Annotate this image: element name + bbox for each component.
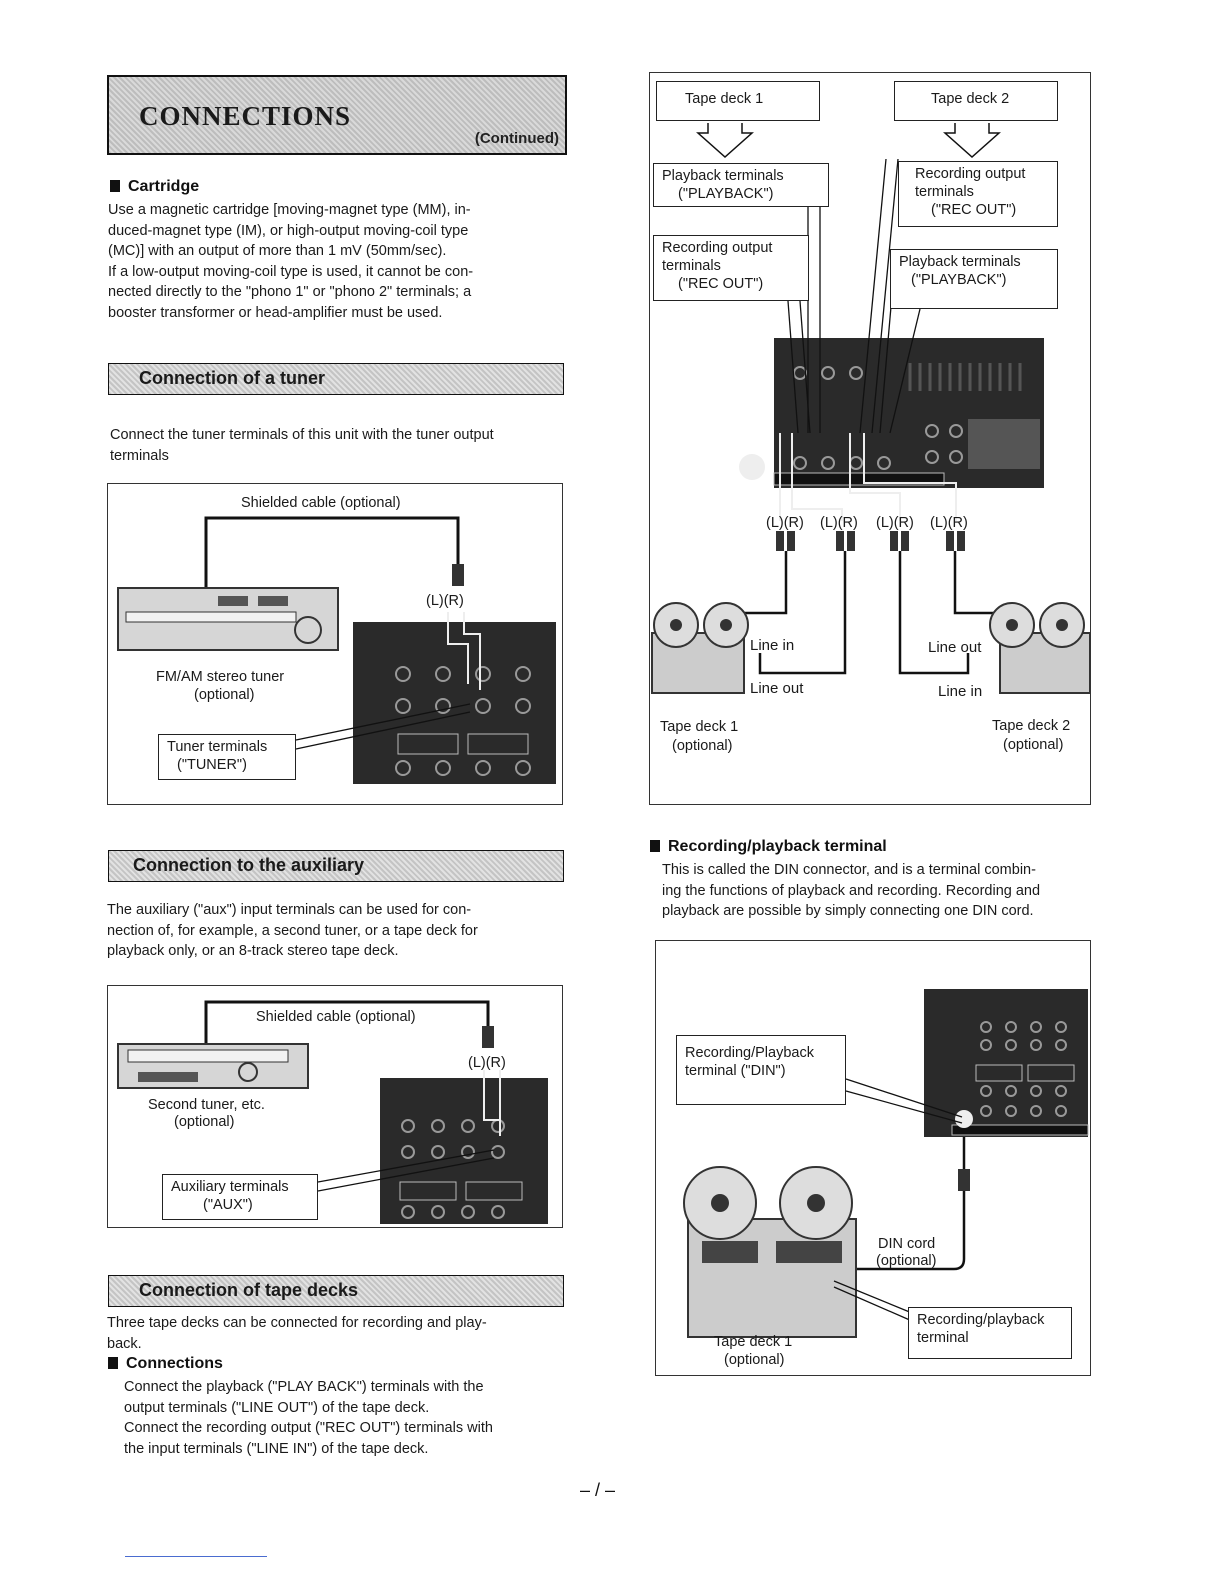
- rec-out-1-label: Recording output terminals ("REC OUT"): [653, 235, 809, 301]
- tape-connections-text: Connect the playback ("PLAY BACK") terminals with the output terminals ("LINE OUT") of the tape deck. Connect the recording output ("REC OUT") terminals with the input terminals ("LINE IN") of the tape deck.: [124, 1379, 493, 1457]
- aux-terminals-label: Auxiliary terminals ("AUX"): [162, 1174, 318, 1220]
- line-out-2-label: Line out: [928, 639, 982, 656]
- tape-connections-heading: Connections: [108, 1355, 223, 1373]
- tape-section-title: Connection of tape decks: [139, 1280, 359, 1300]
- din-heading: Recording/playback terminal: [650, 838, 887, 856]
- tape-section-text: Three tape decks can be connected for recording and play- back.: [107, 1315, 487, 1352]
- aux-section-text: The auxiliary ("aux") input terminals can be used for con- nection of, for example, a second tuner, or a tape deck for playback only, or an 8-track stereo tape deck.: [107, 902, 478, 959]
- tape-deck-1-caption: Tape deck 1: [660, 719, 739, 735]
- page-title: CONNECTIONS: [139, 101, 352, 131]
- lr-label-2: (L)(R): [820, 515, 858, 531]
- tape-deck-1-box: Tape deck 1: [656, 81, 820, 121]
- aux-section-title: Connection to the auxiliary: [133, 855, 365, 875]
- cartridge-heading: Cartridge: [110, 178, 199, 196]
- tuner-cable-label: Shielded cable (optional): [241, 495, 401, 511]
- tape-deck-2-note: (optional): [1003, 737, 1064, 753]
- aux-device-note: (optional): [174, 1114, 235, 1130]
- page-number: – / –: [580, 1480, 616, 1500]
- page-banner: [107, 75, 567, 155]
- lr-label-4: (L)(R): [930, 515, 968, 531]
- aux-device-label: Second tuner, etc.: [148, 1097, 265, 1113]
- playback-terminals-2-label: Playback terminals ("PLAYBACK"): [890, 249, 1058, 309]
- line-out-1-label: Line out: [750, 680, 804, 697]
- aux-lr-label: (L)(R): [468, 1055, 506, 1071]
- tuner-lr-label: (L)(R): [426, 593, 464, 609]
- page-subtitle: (Continued): [474, 130, 559, 147]
- din-deck-note: (optional): [724, 1352, 785, 1368]
- tuner-terminals-label: Tuner terminals ("TUNER"): [158, 734, 296, 780]
- tape-deck-1-note: (optional): [672, 738, 733, 754]
- din-deck-caption: Tape deck 1: [714, 1334, 793, 1350]
- tape-decks-figure: [649, 72, 1091, 805]
- aux-figure: [107, 985, 563, 1228]
- tuner-section-text: Connect the tuner terminals of this unit with the tuner output terminals: [110, 427, 494, 464]
- tape-section-bar: [108, 1275, 564, 1307]
- line-in-2-label: Line in: [938, 683, 983, 700]
- cartridge-text: Use a magnetic cartridge [moving-magnet type (MM), in- duced-magnet type (IM), or high-output moving-coil type (MC)] with an output of more than 1 mV (50mm/sec). If a low-output moving-coil type is used, it cannot be con- nected directly to the "phono 1" or "phono 2" terminals; a booster transformer or head-amplifier must be used.: [108, 202, 474, 321]
- tape-deck-2-caption: Tape deck 2: [992, 718, 1071, 734]
- line-in-1-label: Line in: [750, 637, 795, 654]
- din-cord-note: (optional): [876, 1253, 937, 1269]
- aux-cable-label: Shielded cable (optional): [256, 1009, 416, 1025]
- lr-label-1: (L)(R): [766, 515, 804, 531]
- din-cord-label: DIN cord: [878, 1236, 936, 1252]
- rec-out-2-label: Recording output terminals ("REC OUT"): [898, 161, 1058, 227]
- playback-terminals-1-label: Playback terminals ("PLAYBACK"): [653, 163, 829, 207]
- tuner-figure: [107, 483, 563, 805]
- tuner-section-title: Connection of a tuner: [139, 368, 325, 388]
- tuner-device-note: (optional): [194, 687, 255, 703]
- lr-label-3: (L)(R): [876, 515, 914, 531]
- tuner-device-label: FM/AM stereo tuner: [156, 669, 285, 685]
- aux-section-bar: [108, 850, 564, 882]
- tape-deck-2-box: Tape deck 2: [894, 81, 1058, 121]
- footer-rule: [125, 1556, 267, 1557]
- rp-terminal-label: Recording/playback terminal: [908, 1307, 1072, 1359]
- din-figure: [655, 940, 1091, 1376]
- din-terminal-label: Recording/Playback terminal ("DIN"): [676, 1035, 846, 1105]
- din-text: This is called the DIN connector, and is a terminal combin- ing the functions of playback and recording. Recording and playback are possible by simply connecting one DIN cord.: [662, 862, 1041, 919]
- tuner-section-bar: [108, 363, 564, 395]
